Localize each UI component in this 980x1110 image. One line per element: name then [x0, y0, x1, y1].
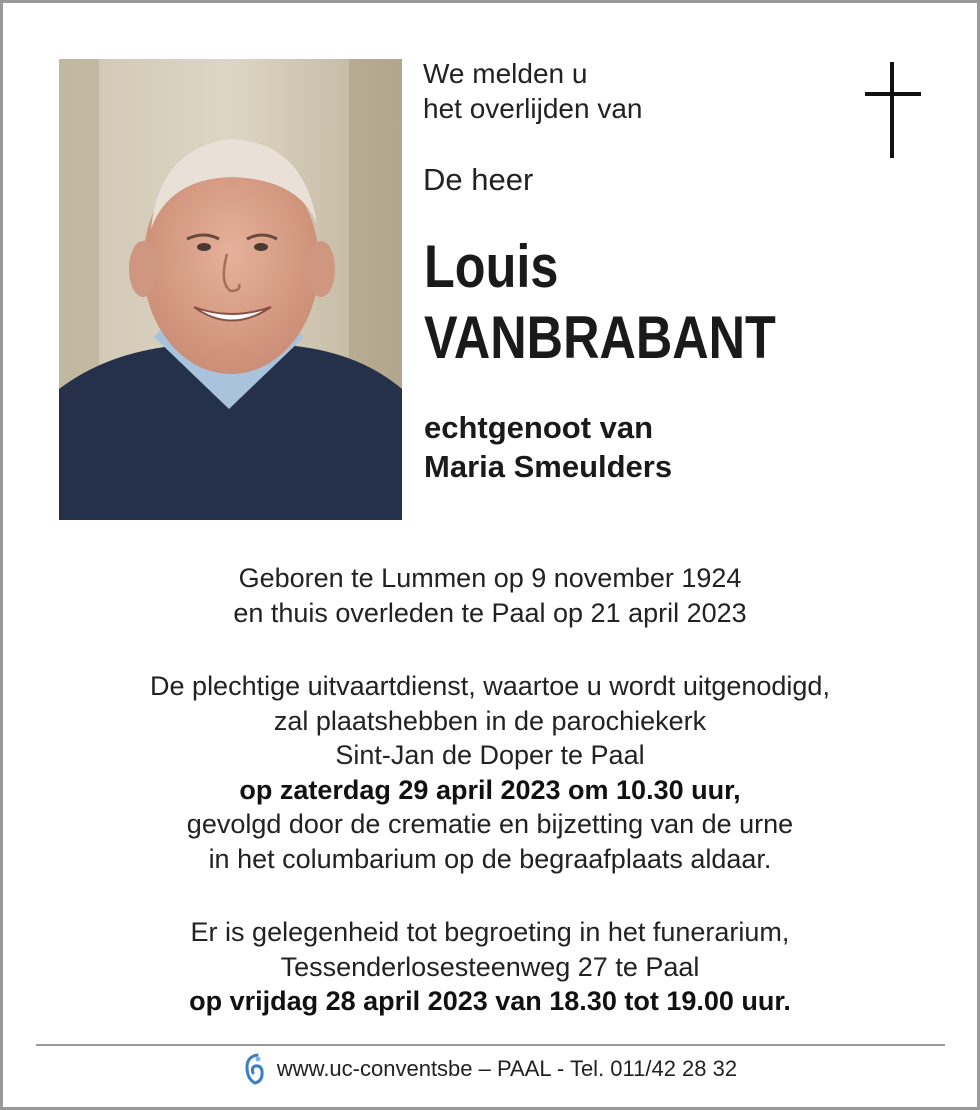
- spouse-info: [424, 408, 672, 486]
- visitation-info: [0, 915, 980, 1019]
- life-line-2: en thuis overleden te Paal op 21 april 2023: [233, 597, 747, 628]
- deceased-name: [424, 231, 776, 373]
- service-line-6: in het columbarium op de begraafplaats aldaar.: [208, 843, 772, 874]
- service-date: op zaterdag 29 april 2023 om 10.30 uur,: [239, 774, 741, 805]
- visitation-date: op vrijdag 28 april 2023 van 18.30 tot 19.00 uur.: [189, 986, 791, 1016]
- service-line-5: gevolgd door de crematie en bijzetting van de urne: [186, 809, 794, 839]
- spouse-line-1: echtgenoot van: [424, 410, 654, 445]
- service-info: [0, 669, 980, 876]
- footer: [0, 1052, 980, 1086]
- deceased-first-name: Louis: [424, 233, 559, 300]
- service-line-1: De plechtige uitvaartdienst, waartoe u wordt uitgenodigd,: [150, 671, 830, 701]
- life-dates: [0, 561, 980, 630]
- spouse-line-2: Maria Smeulders: [424, 449, 673, 484]
- portrait-photo: [59, 59, 402, 520]
- cross-icon: [865, 62, 921, 158]
- visitation-line-2: Tessenderlosesteenweg 27 te Paal: [280, 951, 700, 982]
- footer-text: www.uc-conventsbe – PAAL - Tel. 011/42 28 32: [276, 1056, 738, 1081]
- deceased-last-name: VANBRABANT: [424, 304, 776, 371]
- uc-convents-logo-icon: [243, 1053, 265, 1085]
- honorific: De heer: [423, 162, 534, 197]
- service-line-3: Sint-Jan de Doper te Paal: [335, 740, 645, 770]
- visitation-line-1: Er is gelegenheid tot begroeting in het funerarium,: [190, 917, 790, 947]
- service-line-2: zal plaatshebben in de parochiekerk: [273, 705, 707, 736]
- announcement: [423, 56, 642, 126]
- life-line-1: Geboren te Lummen op 9 november 1924: [238, 563, 742, 593]
- announcement-line-2: het overlijden van: [423, 93, 643, 124]
- announcement-line-1: We melden u: [423, 58, 588, 89]
- footer-divider: [36, 1044, 945, 1046]
